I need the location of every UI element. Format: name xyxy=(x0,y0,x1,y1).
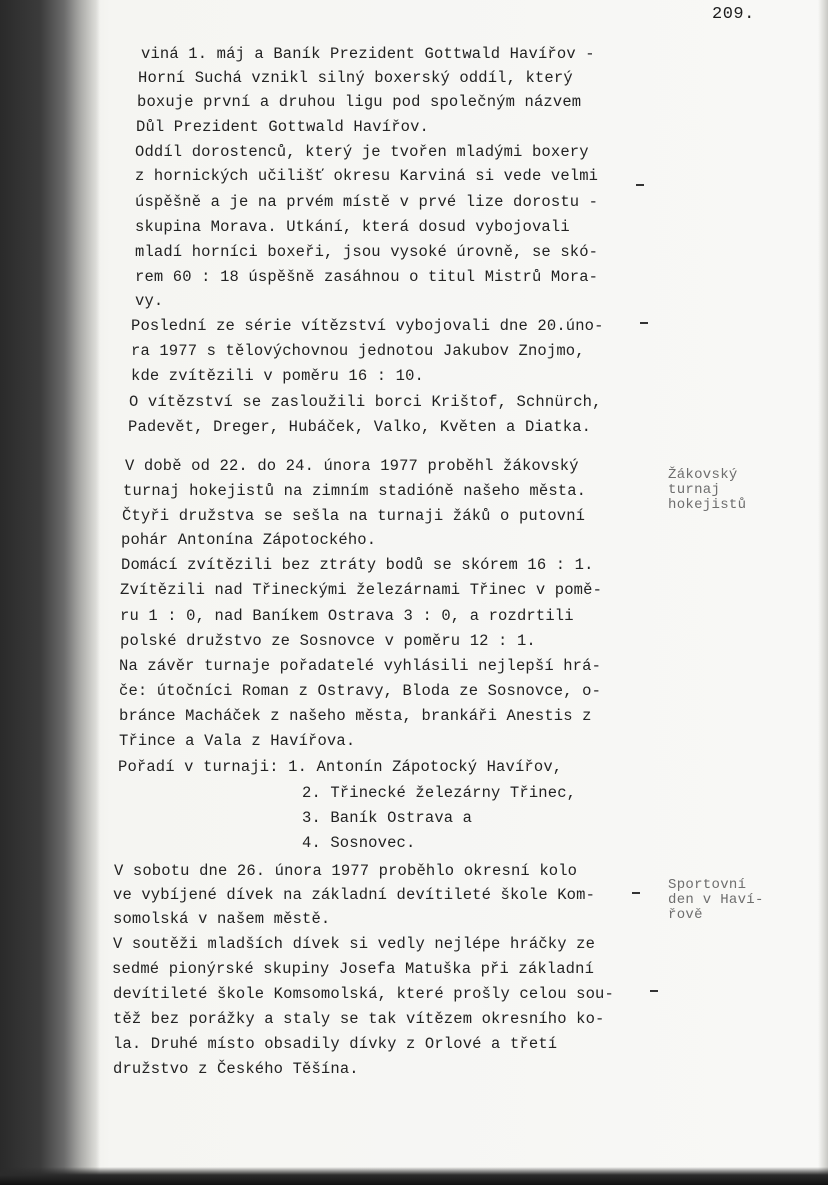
text-line: bránce Macháček z našeho města, brankáři Anestis z xyxy=(119,707,592,725)
text-line: Horní Suchá vznikl silný boxerský oddíl, který xyxy=(138,69,573,87)
text-line: 2. Třinecké železárny Třinec, xyxy=(302,784,577,802)
text-line: družstvo z Českého Těšína. xyxy=(113,1060,359,1078)
text-line: úspěšně a je na prvém místě v prvé lize dorostu - xyxy=(135,193,599,211)
text-line: turnaj hokejistů na zimním stadióně našeho města. xyxy=(123,482,587,500)
text-line: somolská v našem městě. xyxy=(113,910,331,928)
text-line: Pořadí v turnaji: 1. Antonín Zápotocký Havířov, xyxy=(118,758,563,776)
text-line: Padevět, Dreger, Hubáček, Valko, Květen a Diatka. xyxy=(128,418,592,436)
text-line: V sobotu dne 26. února 1977 proběhlo okresní kolo xyxy=(114,862,578,880)
page-bottom-edge xyxy=(0,1167,828,1185)
page-number: 209. xyxy=(712,5,755,24)
text-line: Třince a Vala z Havířova. xyxy=(119,732,356,750)
text-line: Důl Prezident Gottwald Havířov. xyxy=(136,118,429,136)
page-right-edge xyxy=(818,0,828,1185)
text-line: polské družstvo ze Sosnovce v poměru 12 : 1. xyxy=(120,632,536,650)
margin-dash xyxy=(632,892,640,894)
margin-dash xyxy=(636,184,644,186)
text-line: O vítězství se zasloužili borci Krištof, Schnürch, xyxy=(129,393,602,411)
text-line: la. Druhé místo obsadily dívky z Orlové a třetí xyxy=(113,1035,558,1053)
text-line: viná 1. máj a Baník Prezident Gottwald Havířov - xyxy=(141,45,595,63)
text-line: Poslední ze série vítězství vybojovali dne 20.úno- xyxy=(131,317,604,335)
text-line: ve vybíjené dívek na základní devítileté škole Kom- xyxy=(113,886,596,904)
text-line: 4. Sosnovec. xyxy=(302,834,416,852)
text-line: V soutěži mladších dívek si vedly nejlépe hráčky ze xyxy=(113,935,596,953)
margin-dash xyxy=(640,322,648,324)
text-line: devítileté škole Komsomolská, které prošly celou sou- xyxy=(113,985,614,1003)
margin-note: Žákovský turnaj hokejistů xyxy=(668,467,747,513)
text-line: těž bez porážky a staly se tak vítězem okresního ko- xyxy=(113,1010,605,1028)
text-line: če: útočníci Roman z Ostravy, Bloda ze Sosnovce, o- xyxy=(119,682,602,700)
text-line: rem 60 : 18 úspěšně zasáhnou o titul Mistrů Mora- xyxy=(135,268,599,286)
text-line: sedmé pionýrské skupiny Josefa Matuška při základní xyxy=(112,960,595,978)
text-line: boxuje první a druhou ligu pod společným názvem xyxy=(137,93,582,111)
text-line: V době od 22. do 24. února 1977 proběhl žákovský xyxy=(125,457,579,475)
margin-note: Sportovní den v Haví- řově xyxy=(668,877,764,923)
text-line: Zvítězili nad Třineckými železárnami Třinec v pomě- xyxy=(120,581,603,599)
margin-dash xyxy=(650,990,658,992)
text-line: ru 1 : 0, nad Baníkem Ostrava 3 : 0, a rozdrtili xyxy=(120,607,574,625)
text-line: kde zvítězili v poměru 16 : 10. xyxy=(131,367,424,385)
text-line: ra 1977 s tělovýchovnou jednotou Jakubov Znojmo, xyxy=(131,342,585,360)
text-line: skupina Morava. Utkání, která dosud vybojovali xyxy=(135,218,570,236)
text-line: z hornických učilišť okresu Karviná si vede velmi xyxy=(135,167,599,185)
text-line: Domácí zvítězili bez ztráty bodů se skórem 16 : 1. xyxy=(121,556,594,574)
text-line: Čtyři družstva se sešla na turnaji žáků o putovní xyxy=(122,507,586,525)
text-line: vy. xyxy=(135,292,164,310)
text-line: mladí horníci boxeři, jsou vysoké úrovně, se skó- xyxy=(135,243,599,261)
text-line: Oddíl dorostenců, který je tvořen mladými boxery xyxy=(135,143,589,161)
text-line: pohár Antonína Zápotockého. xyxy=(121,531,377,549)
text-line: 3. Baník Ostrava a xyxy=(302,809,473,827)
text-line: Na závěr turnaje pořadatelé vyhlásili nejlepší hrá- xyxy=(119,657,602,675)
book-spine-shadow xyxy=(0,0,100,1185)
